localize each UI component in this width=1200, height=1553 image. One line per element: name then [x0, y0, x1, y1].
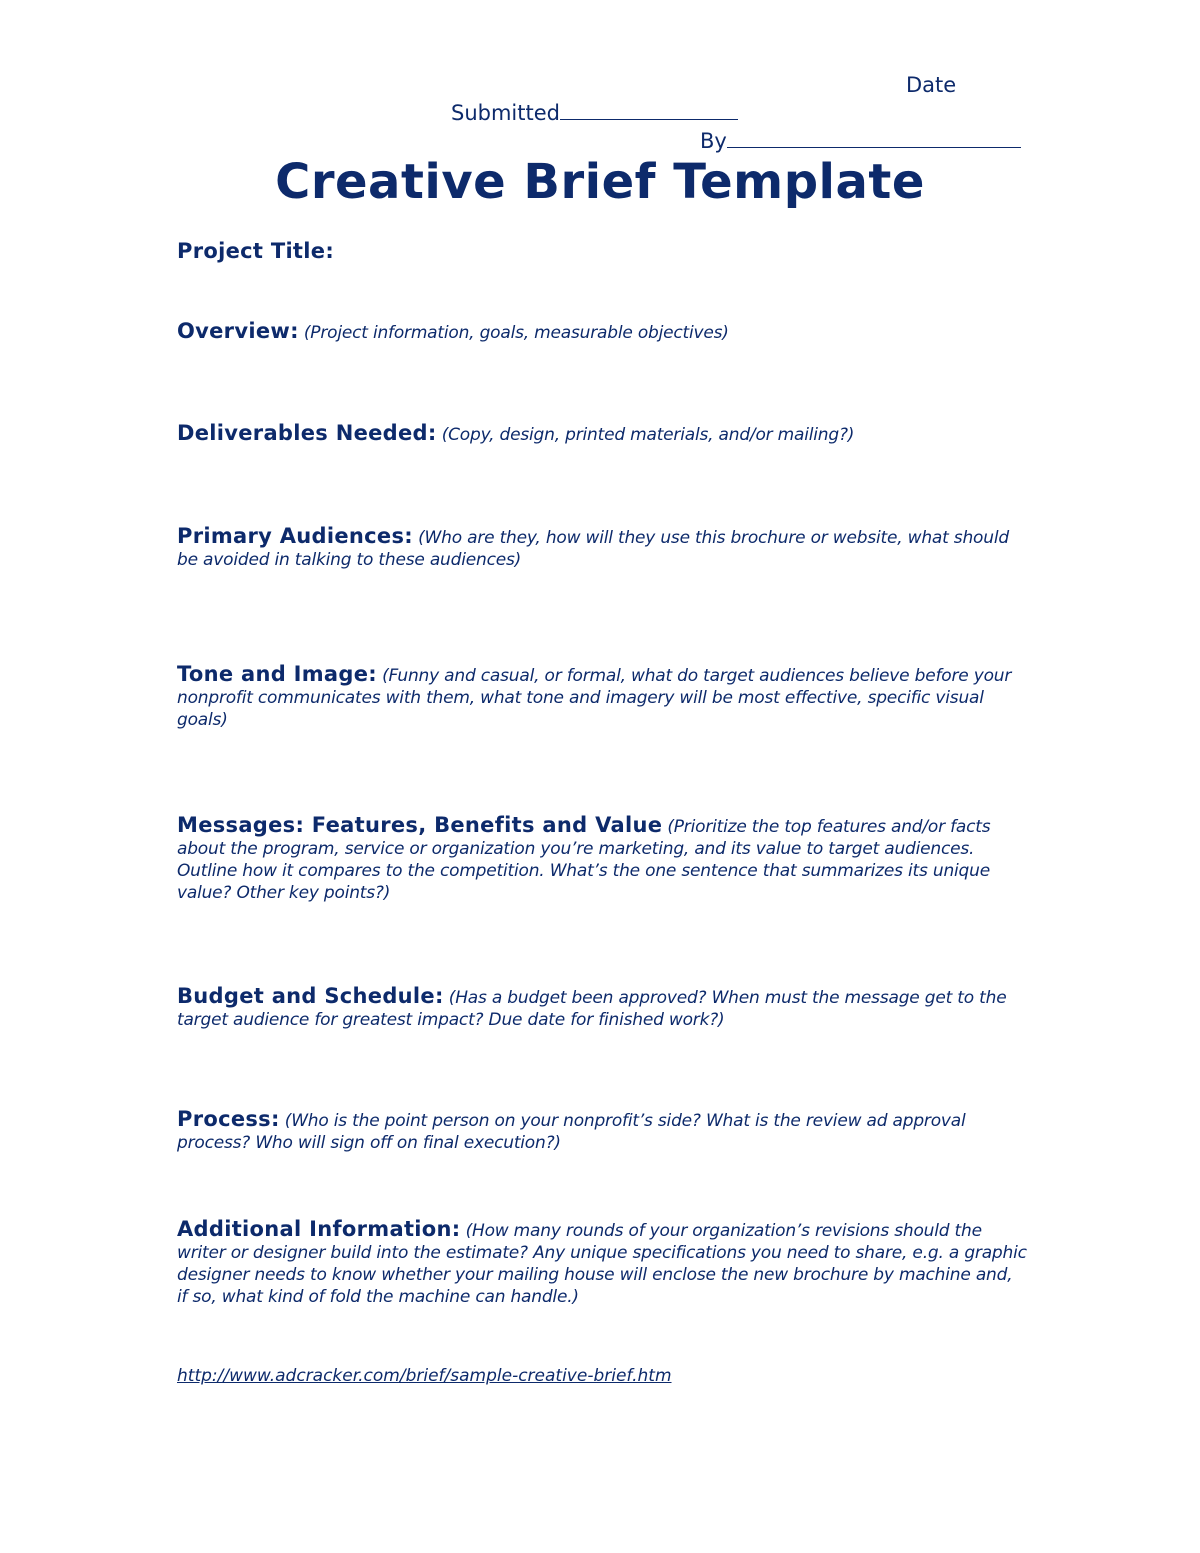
section-messages [177, 815, 1027, 904]
section-overview [177, 321, 1027, 344]
submitted-field[interactable] [451, 99, 738, 126]
page-title: Creative Brief Template [275, 154, 925, 210]
section-deliverables [177, 423, 1027, 446]
submitted-label: Submitted [451, 101, 560, 125]
section-description: (Prioritize the top features and/or facts about the program, service or organization you’re marketing, and its value to target audiences. Outline how it compares to the competition. What’s the one sentence that summarizes its unique value? Other key points?) [177, 817, 991, 903]
section-heading: Messages: Features, Benefits and Value [177, 813, 663, 837]
section-tone-and-image [177, 664, 1027, 731]
section-heading: Tone and Image: [177, 662, 377, 686]
submitted-blank[interactable] [560, 99, 738, 120]
section-description: (Has a budget been approved? When must the message get to the target audience for greatest impact? Due date for finished work?) [177, 988, 1007, 1030]
section-description: (Who is the point person on your nonprofit’s side? What is the review ad approval process? Who will sign off on final execution?) [177, 1111, 966, 1153]
section-heading: Project Title: [177, 239, 335, 263]
section-primary-audiences [177, 526, 1027, 571]
section-description: (Project information, goals, measurable objectives) [303, 323, 729, 343]
section-heading: Budget and Schedule: [177, 984, 444, 1008]
section-description: (How many rounds of your organization’s revisions should the writer or designer build into the estimate? Any unique specifications you need to share, e.g. a graphic designer needs to know whether your mailing house will enclose the new brochure by machine and, if so, what kind of fold the machine can handle.) [177, 1221, 1027, 1307]
section-heading: Process: [177, 1107, 280, 1131]
by-label: By [700, 129, 727, 153]
section-budget-schedule [177, 986, 1027, 1031]
section-project-title [177, 241, 1027, 263]
date-label: Date [906, 73, 957, 97]
section-heading: Primary Audiences: [177, 524, 413, 548]
by-field[interactable] [700, 127, 1021, 154]
section-heading: Additional Information: [177, 1217, 461, 1241]
section-heading: Deliverables Needed: [177, 421, 437, 445]
section-description: (Funny and casual, or formal, what do target audiences believe before your nonprofit communicates with them, what tone and imagery will be most effective, specific visual goals) [177, 666, 1012, 730]
by-blank[interactable] [727, 127, 1021, 148]
section-description: (Copy, design, printed materials, and/or mailing?) [441, 425, 855, 445]
section-process [177, 1109, 1027, 1154]
section-additional-info [177, 1219, 1027, 1308]
source-link[interactable]: http://www.adcracker.com/brief/sample-creative-brief.htm [177, 1366, 672, 1386]
section-description: (Who are they, how will they use this brochure or website, what should be avoided in talking to these audiences) [177, 528, 1009, 570]
section-heading: Overview: [177, 319, 299, 343]
